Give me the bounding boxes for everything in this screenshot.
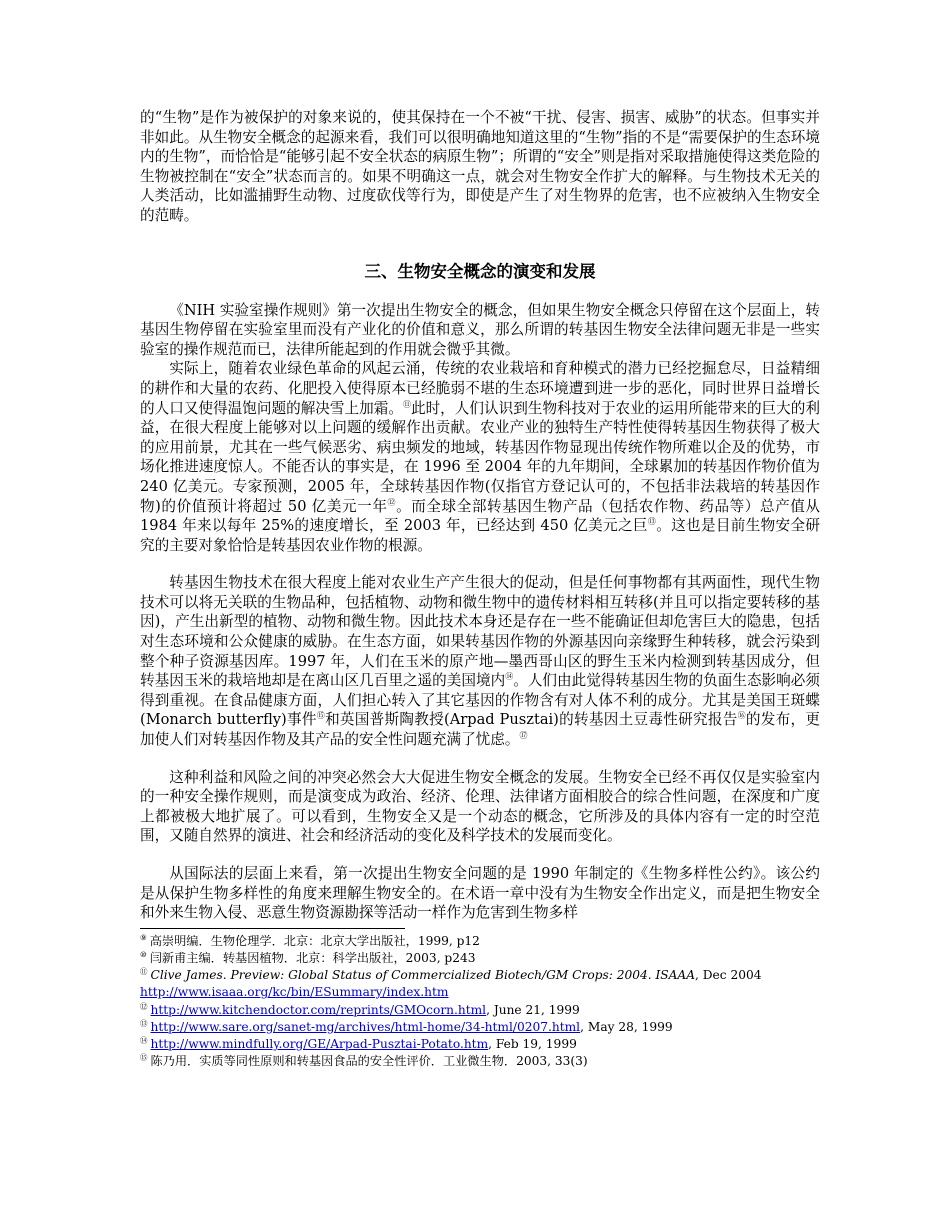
- footnote-item: [140, 967, 820, 1001]
- footnote-ref[interactable]: ⑯: [737, 711, 746, 721]
- footnote-item: [140, 950, 820, 967]
- footnote-item: [140, 1036, 820, 1053]
- footnote-text: 高崇明编．生物伦理学．北京：北京大学出版社，1999, p12: [149, 933, 480, 948]
- section-heading: 三、生物安全概念的演变和发展: [364, 261, 596, 281]
- footnote-ref[interactable]: ⑪: [402, 399, 411, 409]
- paragraph-text: 和英国普斯陶教授(Arpad Pusztai)的转基因土豆毒性研究报告: [325, 711, 738, 729]
- footnote-ref[interactable]: ⑮: [316, 711, 326, 721]
- paragraph-text: 的发布，更加使人们对转基因作物及其产品的安全性问题充满了忧虑。: [140, 711, 821, 749]
- paragraph-text: 。这也是目前生物安全研究的主要对象恰恰是转基因农业作物的根源。: [140, 517, 820, 554]
- footnote-item: [140, 1019, 820, 1036]
- footnote-ref[interactable]: ⑫: [387, 497, 397, 507]
- footnote-ref[interactable]: ⑭: [505, 672, 514, 682]
- paragraph-green-revolution: [140, 359, 820, 555]
- paragraph-text: 。而全球全部转基因生物产品（包括农作物、药品等）总产值从 1984 年来以每年 25%的速度增长，至 2003 年，已经达到 450 亿美元之巨: [140, 497, 821, 535]
- footnote-text: 闫新甫主编．转基因植物．北京：科学出版社，2003, p243: [149, 950, 476, 965]
- paragraph-conflict: 这种利益和风险之间的冲突必然会大大促进生物安全概念的发展。生物安全已经不再仅仅是实验室内的一种安全操作规则，而是演变成为政治、经济、伦理、法律诸方面相胶合的综合性问题，在深度和广度上都被极大地扩展了。可以看到，生物安全又是一个动态的概念，它所涉及的具体内容有一定的时空范围，又随自然界的演进、社会和经济活动的变化及科学技术的发展而变化。: [140, 768, 820, 845]
- footnote-text: 陈乃用．实质等同性原则和转基因食品的安全性评价．工业微生物．2003, 33(3): [150, 1054, 588, 1069]
- footnote-mark: ⑩: [140, 949, 147, 959]
- paragraph-international-law: 从国际法的层面上来看，第一次提出生物安全问题的是 1990 年制定的《生物多样性公约》。该公约是从保护生物多样性的角度来理解生物安全的。在术语一章中没有为生物安全作出定义，而是把生物安全和外来生物入侵、恶意生物资源勘探等活动一样作为危害到生物多样: [140, 865, 820, 922]
- footnote-item: [140, 1053, 820, 1070]
- paragraph-text: 实际上，随着农业绿色革命的风起云涌，传统的农业栽培和育种模式的潜力已经挖掘怠尽，日益精细的耕作和大量的农药、化肥投入使得原本已经脆弱不堪的生态环境遭到进一步的恶化，同时世界日益增长的人口又使得温饱问题的解决雪上加霜。: [140, 360, 820, 417]
- footnote-mark: ⑫: [140, 1001, 148, 1011]
- document-page: [140, 108, 820, 1070]
- footnote-divider: [140, 928, 405, 929]
- footnote-mark: ⑨: [140, 932, 147, 942]
- footnote-mark: ⑪: [140, 967, 148, 977]
- footnote-mark: ⑮: [140, 1053, 148, 1063]
- intro-paragraph: 的“生物”是作为被保护的对象来说的，使其保持在一个不被“干扰、侵害、损害、威胁”的状态。但事实并非如此。从生物安全概念的起源来看，我们可以很明确地知道这里的“生物”指的不是“需要保护的生态环境内的生物”，而恰恰是“能够引起不安全状态的病原生物”；所谓的“安全”则是指对采取措施使得这类危险的生物被控制在“安全”状态而言的。如果不明确这一点，就会对生物安全作扩大的解释。与生物技术无关的人类活动，比如滥捕野生动物、过度砍伐等行为，即使是产生了对生物界的危害，也不应被纳入生物安全的范畴。: [140, 109, 820, 224]
- footnote-link[interactable]: http://www.kitchendoctor.com/reprints/GMOcorn.html: [150, 1002, 487, 1017]
- footnote-link[interactable]: http://www.sare.org/sanet-mg/archives/html-home/34-html/0207.html: [150, 1019, 581, 1034]
- paragraph-gm-risks: [140, 573, 820, 749]
- footnote-date: , Dec 2004: [695, 968, 762, 983]
- footnote-mark: ⑭: [140, 1035, 148, 1045]
- footnote-citation: Clive James. Preview: Global Status of Commercialized Biotech/GM Crops: 2004. ISAAA: [150, 968, 696, 983]
- footnote-ref[interactable]: ⑰: [519, 731, 528, 741]
- paragraph-nih: 《NIH 实验室操作规则》第一次提出生物安全的概念，但如果生物安全概念只停留在这个层面上，转基因生物停留在实验室里而没有产业化的价值和意义，那么所谓的转基因生物安全法律问题无非是一些实验室的操作规范而已，法律所能起到的作用就会微乎其微。: [140, 301, 820, 358]
- footnote-date: , June 21, 1999: [486, 1002, 580, 1017]
- footnote-link[interactable]: http://www.mindfully.org/GE/Arpad-Pusztai-Potato.htm: [150, 1037, 489, 1051]
- paragraph-text: 转基因生物技术在很大程度上能对农业生产产生很大的促动，但是任何事物都有其两面性，现代生物技术可以将无关联的生物品种，包括植物、动物和微生物中的遗传材料相互转移(并且可以指定要转移的基因)，产生出新型的植物、动物和微生物。因此技术本身还是存在一些不能确证但却危害巨大的隐患，包括对生态环境和公众健康的威胁。在生态方面，如果转基因作物的外源基因向亲缘野生种转移，就会污染到整个种子资源基因库。1997 年，人们在玉米的原产地—墨西哥山区的野生玉米内检测到转基因成分，但转基因玉米的栽培地却是在离山区几百里之遥的美国境内: [140, 574, 820, 690]
- footnote-item: [140, 1002, 820, 1019]
- footnote-link[interactable]: http://www.isaaa.org/kc/bin/ESummary/index.htm: [140, 985, 449, 1000]
- footnotes: [140, 933, 820, 1071]
- footnote-date: , Feb 19, 1999: [488, 1037, 577, 1051]
- footnote-ref[interactable]: ⑬: [647, 517, 657, 527]
- paragraph-text: 。人们由此觉得转基因生物的负面生态影响必须得到重视。在食品健康方面，人们担心转入了其它基因的作物含有对人体不利的成分。尤其是美国王斑蝶(Monarch butterfly)事件: [140, 672, 820, 729]
- paragraph-text: 此时，人们认识到生物科技对于农业的运用所能带来的巨大的利益，在很大程度上能够对以上问题的缓解作出贡献。农业产业的独特生产特性使得转基因生物获得了极大的应用前景，尤其在一些气候恶劣、病虫频发的地域，转基因作物显现出传统作物所难以企及的优势，市场化推进速度惊人。不能否认的事实是，在 1996 至 2004 年的九年期间，全球累加的转基因作物价值为 240 亿美元。专家预测，2005 年，全球转基因作物(仅指官方登记认可的，不包括非法栽培的转基因作物)的价值预计将超过 50 亿美元一年: [140, 399, 820, 515]
- footnote-item: [140, 933, 820, 950]
- footnote-mark: ⑬: [140, 1018, 148, 1028]
- footnote-date: , May 28, 1999: [580, 1019, 673, 1034]
